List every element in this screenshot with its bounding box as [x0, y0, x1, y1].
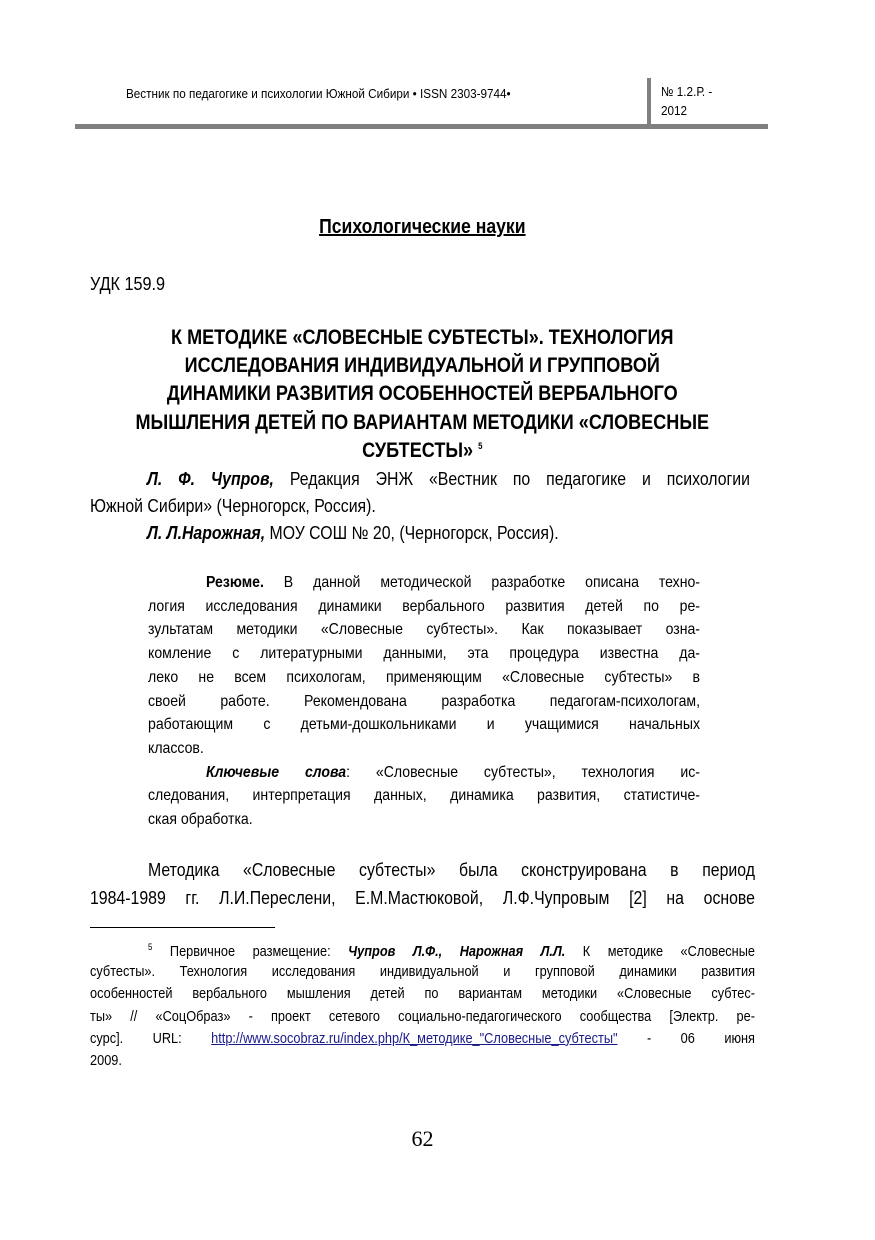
journal-header: Вестник по педагогике и психологии Южной Сибири • ISSN 2303-9744• — [126, 86, 511, 101]
udk-code: УДК 159.9 — [90, 274, 166, 294]
header-rule — [75, 124, 768, 129]
header-divider — [647, 78, 651, 124]
section-title-text: Психологические науки — [319, 216, 526, 238]
text-segment: В данной методической разработке описана техно- — [263, 574, 700, 591]
abstract-line — [148, 811, 700, 829]
emphasis-text: Ключевые слова — [206, 763, 347, 781]
text-segment: : «Словесные субтесты», технология ис- — [346, 763, 700, 781]
text-segment: работающим с детьми-дошкольниками и учащимися начальных — [148, 716, 700, 734]
emphasis-text: Резюме. — [206, 574, 264, 591]
text-segment: Первичное размещение: — [152, 943, 349, 960]
footnote-line — [90, 1009, 755, 1025]
emphasis-text: Л. Ф. Чупров, — [147, 469, 274, 489]
text-segment: Южной Сибири» (Черногорск, Россия). — [90, 496, 376, 516]
abstract-line — [148, 740, 700, 758]
title-line — [0, 354, 845, 378]
text-segment: зультатам методики «Словесные субтесты». Как показывает озна- — [148, 621, 700, 639]
abstract-line — [148, 598, 700, 616]
footnote-marker: 5 — [478, 440, 483, 451]
abstract-line — [206, 764, 700, 782]
page-number: 62 — [411, 1126, 434, 1151]
issue-year: 2012 — [661, 103, 688, 118]
text-segment: своей работе. Рекомендована разработка педагогам-психологам, — [148, 692, 700, 710]
text-segment: ИССЛЕДОВАНИЯ ИНДИВИДУАЛЬНОЙ И ГРУППОВОЙ — [184, 354, 661, 378]
issue-label — [661, 82, 712, 120]
abstract-line — [148, 645, 700, 663]
emphasis-text: Чупров Л.Ф., Нарожная Л.Л. — [348, 943, 566, 960]
text-segment: МЫШЛЕНИЯ ДЕТЕЙ ПО ВАРИАНТАМ МЕТОДИКИ «СЛОВЕСНЫЕ — [135, 410, 710, 434]
abstract-line — [148, 669, 700, 687]
text-segment: классов. — [148, 739, 204, 757]
abstract-line — [148, 787, 700, 805]
footnote-line — [90, 1031, 755, 1047]
text-segment: МОУ СОШ № 20, (Черногорск, Россия). — [265, 523, 559, 543]
footnote-rule — [90, 927, 275, 928]
text-segment: особенностей вербального мышления детей по вариантам методики «Словесные субтес- — [90, 986, 755, 1003]
text-segment: логия исследования динамики вербального развития детей по ре- — [148, 597, 700, 615]
text-segment: 2009. — [90, 1053, 122, 1069]
body-line — [90, 888, 755, 909]
title-line — [0, 326, 845, 350]
text-segment: ская обработка. — [148, 811, 253, 828]
footnote-marker: 5 — [148, 942, 153, 952]
title-line — [0, 439, 845, 463]
section-title — [0, 216, 845, 239]
text-segment: ДИНАМИКИ РАЗВИТИЯ ОСОБЕННОСТЕЙ ВЕРБАЛЬНОГО — [167, 382, 678, 406]
abstract-line — [206, 574, 700, 592]
author-line — [147, 469, 750, 490]
author-line — [90, 496, 750, 517]
text-segment: Методика «Словесные субтесты» была сконструирована в период — [148, 860, 755, 880]
text-segment: леко не всем психологам, применяющим «Словесные субтесты» в — [148, 668, 700, 686]
footnote-line — [148, 942, 755, 960]
text-segment: субтесты». Технология исследования индивидуальной и групповой динамики развития — [90, 964, 755, 981]
text-segment: СУБТЕСТЫ» — [362, 438, 479, 462]
footnote-line — [90, 986, 755, 1002]
text-segment: Редакция ЭНЖ «Вестник по педагогике и психологии — [273, 469, 750, 489]
emphasis-text: Л. Л.Нарожная, — [147, 523, 266, 543]
title-line — [0, 411, 845, 435]
author-line — [147, 523, 750, 544]
abstract-line — [148, 693, 700, 711]
text-segment: сурс]. URL: — [90, 1030, 212, 1047]
footnote-link[interactable]: http://www.socobraz.ru/index.php/К_методике_"Словесные_субтесты" — [211, 1030, 618, 1047]
abstract-line — [148, 621, 700, 639]
text-segment: - 06 июня — [617, 1030, 755, 1047]
body-line — [148, 860, 755, 881]
footnote-line — [90, 964, 755, 980]
text-segment: следования, интерпретация данных, динамика развития, статистиче- — [148, 787, 700, 805]
text-segment: комление с литературными данными, эта процедура известна да- — [148, 645, 700, 663]
text-segment: ты» // «СоцОбраз» - проект сетевого социально-педагогического сообщества [Электр. ре- — [90, 1008, 755, 1025]
text-segment: 1984-1989 гг. Л.И.Переслени, Е.М.Мастюковой, Л.Ф.Чупровым [2] на основе — [90, 888, 755, 908]
footnote-line — [90, 1053, 755, 1069]
text-segment: К МЕТОДИКЕ «СЛОВЕСНЫЕ СУБТЕСТЫ». ТЕХНОЛОГИЯ — [171, 326, 674, 349]
abstract-line — [148, 716, 700, 734]
title-line — [0, 382, 845, 406]
text-segment: К методике «Словесные — [565, 943, 755, 960]
issue-number: № 1.2.Р. - — [661, 84, 713, 99]
